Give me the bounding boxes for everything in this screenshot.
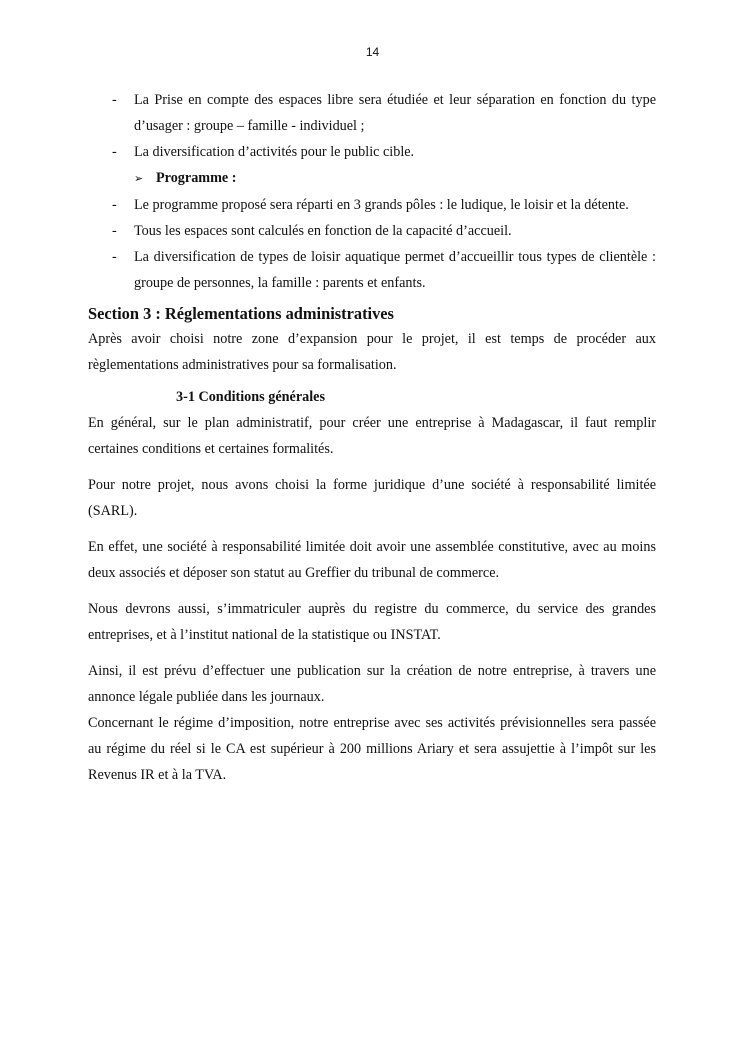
bullet-dash: - xyxy=(112,223,117,239)
list-item xyxy=(88,139,656,165)
document-body xyxy=(88,87,656,788)
list-item xyxy=(88,87,656,139)
bullet-dash: - xyxy=(112,144,117,160)
bullet-dash: - xyxy=(112,249,117,265)
list-item-text: La diversification d’activités pour le public cible. xyxy=(134,144,415,160)
list-item-text: La diversification de types de loisir aquatique permet d’accueillir tous types de clientèle : groupe de personnes, la famille : parents et enfants. xyxy=(134,249,656,291)
bullet-dash: - xyxy=(112,92,117,108)
programme-heading xyxy=(88,165,656,192)
paragraph: Concernant le régime d’imposition, notre entreprise avec ses activités prévisionnelles sera passée au régime du réel si le CA est supérieur à 200 millions Ariary et sera assujettie à l’impôt sur les Revenus IR et à la TVA. xyxy=(88,715,656,783)
bullet-dash: - xyxy=(112,197,117,213)
list-item-text: Tous les espaces sont calculés en fonction de la capacité d’accueil. xyxy=(134,223,512,239)
paragraph: Ainsi, il est prévu d’effectuer une publication sur la création de notre entreprise, à travers une annonce légale publiée dans les journaux. xyxy=(88,663,656,705)
paragraph: Après avoir choisi notre zone d’expansion pour le projet, il est temps de procéder aux règlementations administratives pour sa formalisation. xyxy=(88,331,656,373)
list-item xyxy=(88,244,656,296)
section-title: Section 3 : Réglementations administratives xyxy=(88,304,394,323)
list-item xyxy=(88,192,656,218)
arrow-bullet-icon: ➢ xyxy=(134,172,144,185)
programme-heading-text: Programme : xyxy=(156,170,237,186)
list-item-text: La Prise en compte des espaces libre sera étudiée et leur séparation en fonction du type d’usager : groupe – famille - individuel ; xyxy=(134,92,656,134)
paragraph: Nous devrons aussi, s’immatriculer auprès du registre du commerce, du service des grandes entreprises, et à l’institut national de la statistique ou INSTAT. xyxy=(88,601,656,643)
paragraph: En effet, une société à responsabilité limitée doit avoir une assemblée constitutive, avec au moins deux associés et déposer son statut au Greffier du tribunal de commerce. xyxy=(88,539,656,581)
page-number: 14 xyxy=(365,45,380,59)
paragraph: En général, sur le plan administratif, pour créer une entreprise à Madagascar, il faut remplir certaines conditions et certaines formalités. xyxy=(88,415,656,457)
paragraph: Pour notre projet, nous avons choisi la forme juridique d’une société à responsabilité limitée (SARL). xyxy=(88,477,656,519)
list-item xyxy=(88,218,656,244)
list-item-text: Le programme proposé sera réparti en 3 grands pôles : le ludique, le loisir et la détente. xyxy=(134,197,629,213)
subsection-title: 3-1 Conditions générales xyxy=(176,389,325,405)
